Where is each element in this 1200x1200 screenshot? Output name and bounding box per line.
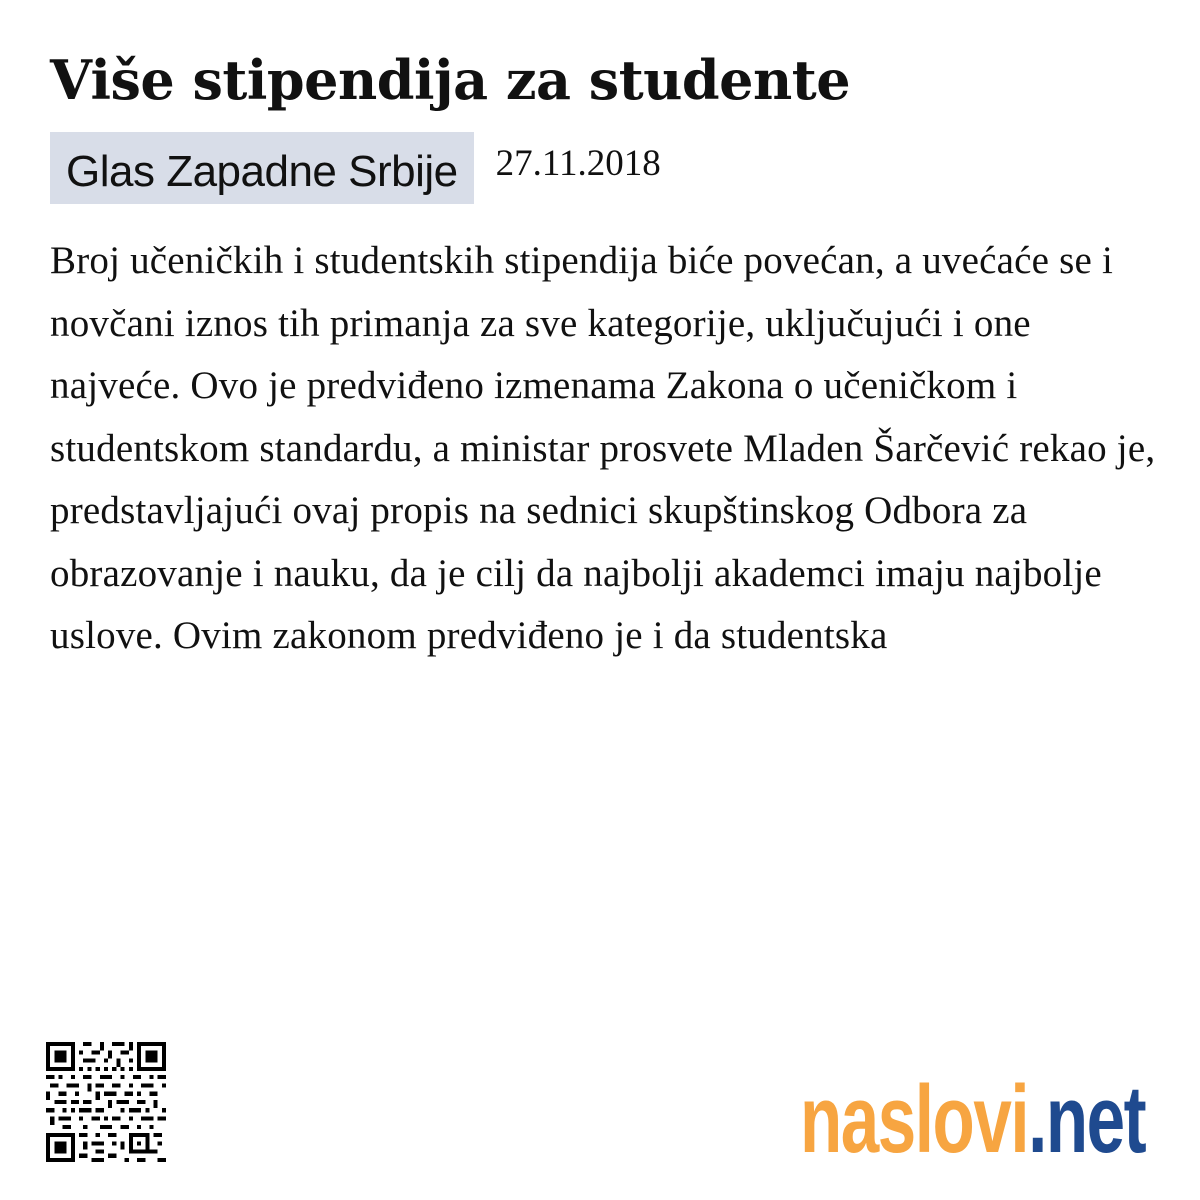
publication-date: 27.11.2018 xyxy=(495,143,661,184)
qr-code-icon xyxy=(46,1040,166,1164)
source-badge[interactable]: Glas Zapadne Srbije xyxy=(50,132,474,204)
article-meta xyxy=(50,132,661,204)
naslovi-logo[interactable] xyxy=(800,1066,1146,1173)
logo-text-naslovi: naslovi xyxy=(800,1066,1029,1173)
article-body: Broj učeničkih i studentskih stipendija biće povećan, a uvećaće se i novčani iznos tih primanja za sve kategorije, uključujući i one najveće. Ovo je predviđeno izmenama Zakona o učeničkom i studentskom standardu, a ministar prosvete Mladen Šarčević rekao je, predstavljajući ovaj propis na sednici skupštinskog Odbora za obrazovanje i nauku, da je cilj da najbolji akademci imaju najbolje uslove. Ovim zakonom predviđeno je i da studentska xyxy=(50,239,1156,657)
logo-text-net: .net xyxy=(1028,1066,1146,1173)
article-title: Više stipendija za studente xyxy=(50,48,851,112)
